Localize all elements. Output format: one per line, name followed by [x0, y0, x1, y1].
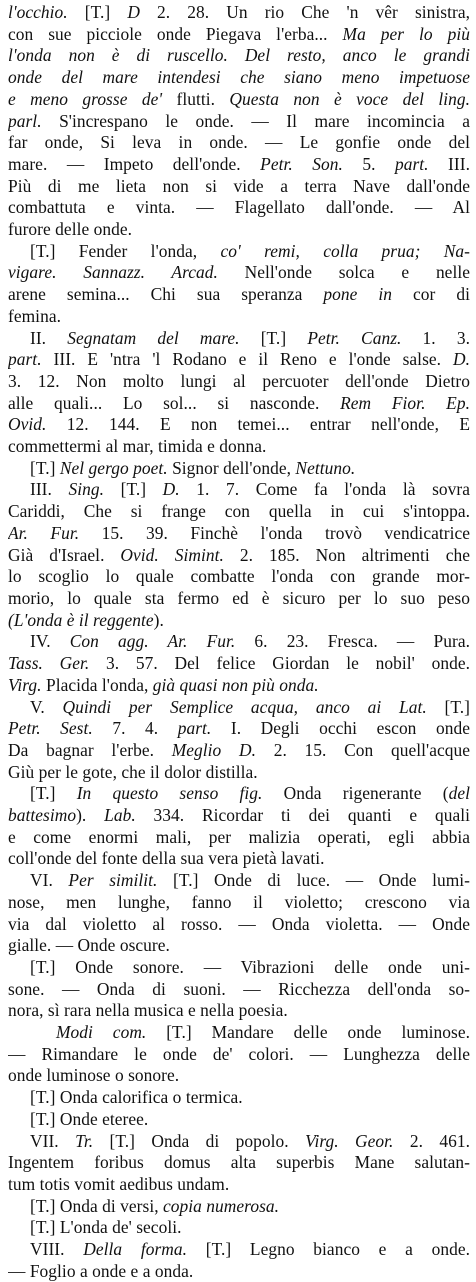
text-line	[8, 67, 470, 89]
text-segment: mare. — Impeto dell'onde.	[8, 153, 261, 174]
text-segment: [T.] Fender l'onda,	[30, 240, 221, 261]
text-segment: combattuta e vinta. — Flagellato dall'onde. — Al	[8, 197, 470, 218]
text-segment: III.	[30, 479, 69, 500]
italic-segment: Sing.	[68, 479, 105, 500]
italic-segment: Ovid. Simint.	[120, 544, 224, 565]
text-line	[8, 1152, 470, 1174]
italic-segment: Ar. Fur.	[8, 522, 80, 543]
text-line	[8, 1196, 470, 1218]
italic-segment: part.	[8, 349, 42, 370]
text-line	[8, 176, 470, 198]
text-line	[8, 349, 470, 371]
italic-segment: copia numerosa.	[163, 1195, 280, 1216]
italic-segment: battesimo	[8, 805, 77, 826]
text-line	[8, 870, 470, 892]
text-segment: Ingentem foribus domus alta superbis Mane salutan-	[8, 1152, 470, 1173]
text-line	[8, 111, 470, 133]
text-segment: VII.	[30, 1130, 76, 1151]
text-line	[8, 501, 470, 523]
text-segment: [T.]	[30, 783, 77, 804]
text-line	[8, 827, 470, 849]
text-line	[8, 262, 470, 284]
italic-segment: Modi com.	[56, 1022, 147, 1043]
text-segment: 6. 23. Fresca. — Pura.	[235, 631, 470, 652]
text-segment: morio, lo quale sta fermo ed è sicuro per lo suo peso	[8, 587, 470, 608]
text-line	[8, 1261, 470, 1282]
text-segment: femina.	[8, 305, 61, 326]
text-line	[8, 545, 470, 567]
text-line	[8, 458, 470, 480]
text-segment: Da bagnar l'erbe.	[8, 739, 172, 760]
italic-segment: Meglio D.	[171, 739, 256, 760]
text-line	[8, 393, 470, 415]
text-line	[8, 479, 470, 501]
text-line	[8, 979, 470, 1001]
text-segment: V.	[30, 696, 63, 717]
italic-segment: Per similit.	[68, 870, 158, 891]
text-segment: onde luminose o sonore.	[8, 1065, 180, 1086]
italic-segment: e meno grosse de'	[8, 88, 177, 109]
text-segment: furore delle onde.	[8, 219, 133, 240]
text-segment: III. E 'ntra 'l Rodano e il Reno e l'onde salse.	[41, 349, 453, 370]
text-segment: flutti.	[176, 88, 230, 109]
text-line	[8, 241, 470, 263]
text-segment: [T.] Legno bianco e a onde.	[187, 1239, 470, 1260]
entry-text-body	[8, 2, 470, 1282]
italic-segment: D.	[162, 479, 180, 500]
italic-segment: part.	[394, 153, 429, 174]
text-segment: 334. Ricordar ti dei quanti e quali	[135, 805, 470, 826]
italic-segment: Nettuno.	[295, 457, 356, 478]
text-segment: II.	[30, 327, 68, 348]
text-line	[8, 132, 470, 154]
text-line	[8, 610, 470, 632]
text-segment: VI.	[30, 870, 69, 891]
italic-segment: part.	[177, 718, 212, 739]
text-segment: [T.]	[84, 2, 128, 22]
text-segment: nose, men lunghe, fanno il violetto; crescono via	[8, 891, 470, 912]
italic-segment: co' remi, colla prua; Na-	[220, 240, 470, 261]
text-segment: [T.] Onda di popolo.	[93, 1130, 306, 1151]
text-segment: Nell'onde solca e nelle	[217, 262, 470, 283]
italic-segment: Tass. Ger.	[8, 653, 90, 674]
text-segment: Placida l'onda,	[41, 674, 153, 695]
italic-segment: Tr.	[75, 1130, 94, 1151]
text-line	[8, 436, 470, 458]
text-segment: lo scoglio lo quale combatte l'onda con grande mor-	[8, 566, 470, 587]
italic-segment: Petr. Canz.	[307, 327, 402, 348]
text-segment: Signor dell'onde,	[167, 457, 296, 478]
text-segment: — Foglio a onde e a onda.	[8, 1260, 194, 1281]
text-segment: [T.] Onda di versi,	[30, 1195, 163, 1216]
text-line	[8, 653, 470, 675]
text-segment: e come enormi mali, per malizia operati, egli abbia	[8, 826, 470, 847]
text-segment: [T.] Onda calorifica o termica.	[30, 1087, 243, 1108]
text-line	[8, 783, 470, 805]
italic-segment: vigare. Sannazz. Arcad.	[8, 262, 218, 283]
text-segment: coll'onde del fonte della sua vera pietà lavati.	[8, 848, 325, 869]
text-segment: Onda rigenerante (	[262, 783, 449, 804]
text-line	[8, 45, 470, 67]
text-line	[8, 588, 470, 610]
text-line	[8, 306, 470, 328]
text-line	[8, 328, 470, 350]
text-segment: [T.] Onde eteree.	[30, 1108, 149, 1129]
italic-segment: Ma per lo più	[342, 23, 470, 44]
italic-segment: Virg. Geor.	[305, 1130, 394, 1151]
text-segment: — Rimandare le onde de' colori. — Lunghezza delle	[8, 1043, 470, 1064]
text-line	[8, 1022, 470, 1044]
text-segment: [T.]	[426, 696, 470, 717]
italic-segment: onde del mare intendesi che siano meno impetuose	[8, 67, 470, 88]
text-segment: 2. 15. Con quell'acque	[256, 739, 470, 760]
text-segment: S'increspano le onde. — Il mare incomincia a	[41, 110, 470, 131]
italic-segment: Della forma.	[83, 1239, 188, 1260]
text-segment: ).	[153, 609, 164, 630]
text-line	[8, 219, 470, 241]
text-segment: 2. 461.	[393, 1130, 470, 1151]
italic-segment: D.	[452, 349, 470, 370]
text-segment: 2. 28. Un rio Che 'n vêr sinistra,	[139, 2, 470, 22]
text-line	[8, 154, 470, 176]
text-segment: 15. 39. Finchè l'onda trovò vendicatrice	[79, 522, 470, 543]
text-segment: Più di me lieta non si vide a terra Nave dall'onde	[8, 175, 470, 196]
text-line	[8, 675, 470, 697]
text-line	[8, 957, 470, 979]
italic-segment: In questo senso fig.	[76, 783, 263, 804]
text-line	[8, 566, 470, 588]
text-segment: far onde, Si leva in onde. — Le gonfie onde del	[8, 132, 470, 153]
italic-segment: pone in	[323, 284, 393, 305]
text-segment: 2. 185. Non altrimenti che	[223, 544, 470, 565]
text-line	[8, 1109, 470, 1131]
text-segment: arene semina... Chi sua speranza	[8, 284, 324, 305]
text-segment: III.	[428, 153, 470, 174]
text-segment: via dal violetto al rosso. — Onda violetta. — Onde	[8, 913, 470, 934]
text-line	[8, 631, 470, 653]
text-line	[8, 718, 470, 740]
text-segment: [T.] Onde sonore. — Vibrazioni delle onde uni-	[30, 956, 470, 977]
italic-segment: Virg.	[8, 674, 42, 695]
text-line	[8, 740, 470, 762]
text-segment: gialle. — Onde oscure.	[8, 935, 170, 956]
text-segment: [T.] Mandare delle onde luminose.	[146, 1022, 470, 1043]
italic-segment: Con agg. Ar. Fur.	[69, 631, 236, 652]
text-line	[8, 1087, 470, 1109]
text-segment: Cariddi, Che si frange con quella in cui s'intoppa.	[8, 501, 470, 522]
text-segment: [T.]	[104, 479, 163, 500]
italic-segment: D	[127, 2, 140, 22]
italic-segment: già quasi non più onda.	[152, 674, 319, 695]
italic-segment: l'occhio.	[8, 2, 85, 22]
text-segment: VIII.	[30, 1239, 84, 1260]
italic-segment: Petr. Son.	[260, 153, 343, 174]
text-segment: con sue picciole onde Piegava l'erba...	[8, 23, 343, 44]
text-segment: 5.	[342, 153, 395, 174]
text-segment: [T.]	[30, 457, 60, 478]
text-line	[8, 1174, 470, 1196]
italic-segment: l'onda non è di ruscello. Del resto, anco le grandi	[8, 45, 470, 66]
text-line	[8, 1217, 470, 1239]
text-line	[8, 848, 470, 870]
text-line	[8, 89, 470, 111]
italic-segment: parl.	[8, 110, 42, 131]
text-segment: alle quali... Lo sol... si nasconde.	[8, 392, 341, 413]
italic-segment: Questa non è voce del ling.	[229, 88, 470, 109]
text-line	[8, 1065, 470, 1087]
text-segment: 1. 3.	[401, 327, 470, 348]
text-segment: [T.] L'onda de' secoli.	[30, 1217, 182, 1238]
text-line	[8, 935, 470, 957]
text-line	[8, 24, 470, 46]
text-segment: IV.	[30, 631, 70, 652]
italic-segment: Petr. Sest.	[8, 718, 93, 739]
text-line	[8, 371, 470, 393]
text-segment: Già d'Israel.	[8, 544, 121, 565]
text-segment: cor di	[392, 284, 470, 305]
italic-segment: Quindi per Semplice acqua, anco ai Lat.	[62, 696, 427, 717]
text-line	[8, 284, 470, 306]
italic-segment: Lab.	[104, 805, 136, 826]
italic-segment: Segnatam del mare.	[67, 327, 240, 348]
text-line	[8, 197, 470, 219]
text-segment: nora, sì rara nella musica e nella poesia.	[8, 1000, 288, 1021]
text-segment: 3. 57. Del felice Giordan le nobil' onde.	[89, 653, 470, 674]
text-segment: [T.] Onde di luce. — Onde lumi-	[157, 870, 470, 891]
text-segment: ).	[76, 805, 105, 826]
italic-segment: (L'onda è il reggente	[8, 609, 154, 630]
text-segment: tum totis vomit aedibus undam.	[8, 1173, 230, 1194]
text-segment: [T.]	[239, 327, 308, 348]
text-line	[8, 697, 470, 719]
italic-segment: del	[448, 783, 470, 804]
text-line	[8, 805, 470, 827]
text-line	[8, 892, 470, 914]
text-line	[8, 523, 470, 545]
text-line	[8, 1000, 470, 1022]
text-segment: I. Degli occhi escon onde	[211, 718, 470, 739]
text-line	[8, 2, 470, 24]
italic-segment: Nel gergo poet.	[59, 457, 168, 478]
text-segment: sone. — Onda di suoni. — Ricchezza dell'onda so-	[8, 978, 470, 999]
text-segment: Giù per le gote, che il dolor distilla.	[8, 761, 258, 782]
text-line	[8, 1044, 470, 1066]
italic-segment: Rem Fior. Ep.	[340, 392, 470, 413]
text-line	[8, 1131, 470, 1153]
text-line	[8, 914, 470, 936]
text-segment: 3. 12. Non molto lungi al percuoter dell'onde Dietro	[8, 370, 470, 391]
text-segment: 7. 4.	[92, 718, 178, 739]
text-segment: 12. 144. E non temei... entrar nell'onde, E	[46, 414, 470, 435]
text-segment: commettermi al mar, timida e donna.	[8, 436, 267, 457]
italic-segment: Ovid.	[8, 414, 47, 435]
text-line	[8, 762, 470, 784]
text-segment: 1. 7. Come fa l'onda là sovra	[179, 479, 470, 500]
text-line	[8, 414, 470, 436]
